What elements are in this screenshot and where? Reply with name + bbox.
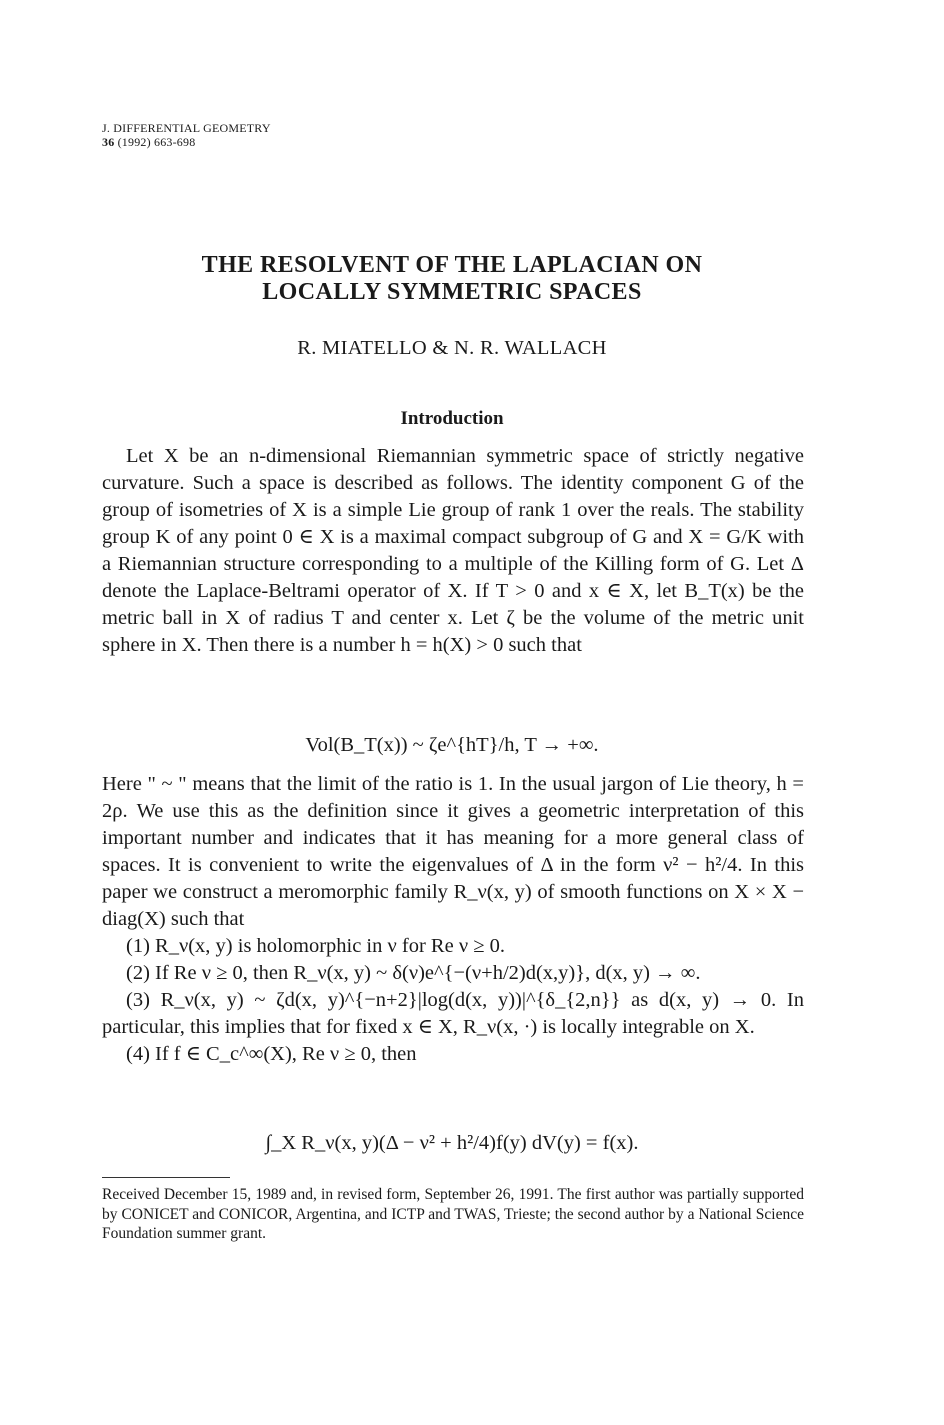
paragraph-1: [102, 443, 804, 659]
item-4: (4) If f ∈ C_c^∞(X), Re ν ≥ 0, then: [126, 1043, 417, 1065]
item-2: (2) If Re ν ≥ 0, then R_ν(x, y) ~ δ(ν)e^{−(ν+h/2)d(x,y)}, d(x, y) → ∞.: [126, 962, 701, 984]
paper-title: [0, 252, 904, 306]
paragraph-2: [102, 771, 804, 1068]
journal-issue: (1992) 663-698: [117, 135, 196, 149]
equation-1: Vol(B_T(x)) ~ ζe^{hT}/h, T → +∞.: [305, 734, 599, 756]
journal-volume-line: [102, 135, 271, 149]
footnote: Received December 15, 1989 and, in revised form, September 26, 1991. The first author was partially supported by CONICET and CONICOR, Argentina, and ICTP and TWAS, Trieste; the second author by a National Science Foundation summer grant.: [102, 1186, 804, 1242]
title-line-2: LOCALLY SYMMETRIC SPACES: [262, 279, 642, 305]
equation-2: ∫_X R_ν(x, y)(Δ − ν² + h²/4)f(y) dV(y) = f(x).: [265, 1132, 639, 1154]
item-3: (3) R_ν(x, y) ~ ζd(x, y)^{−n+2}|log(d(x, y))|^{δ_{2,n}} as d(x, y) → 0. In particular, this implies that for fixed x ∈ X, R_ν(x, ·) is locally integrable on X.: [102, 989, 804, 1038]
paragraph-2-text: Here " ~ " means that the limit of the ratio is 1. In the usual jargon of Lie theory, h = 2ρ. We use this as the definition since it gives a geometric interpretation of this important number and indicates that it has meaning for a more general class of spaces. It is convenient to write the eigenvalues of Δ in the form ν² − h²/4. In this paper we construct a meromorphic family R_ν(x, y) of smooth functions on X × X − diag(X) such that: [102, 773, 804, 930]
title-line-1: THE RESOLVENT OF THE LAPLACIAN ON: [201, 252, 703, 278]
journal-name: J. DIFFERENTIAL GEOMETRY: [102, 121, 271, 135]
authors: R. MIATELLO & N. R. WALLACH: [297, 337, 607, 359]
journal-header: [102, 121, 271, 149]
journal-volume: 36: [102, 135, 115, 149]
item-1: (1) R_ν(x, y) is holomorphic in ν for Re ν ≥ 0.: [126, 935, 505, 957]
footnote-rule: [102, 1177, 230, 1178]
section-heading: Introduction: [400, 408, 504, 429]
paragraph-1-text: Let X be an n-dimensional Riemannian symmetric space of strictly negative curvature. Such a space is described as follows. The identity component G of the group of isometries of X is a simple Lie group of rank 1 over the reals. The stability group K of any point 0 ∈ X is a maximal compact subgroup of G and X = G/K with a Riemannian structure corresponding to a multiple of the Killing form of G. Let Δ denote the Laplace-Beltrami operator of X. If T > 0 and x ∈ X, let B_T(x) be the metric ball in X of radius T and center x. Let ζ be the volume of the metric unit sphere in X. Then there is a number h = h(X) > 0 such that: [102, 445, 804, 656]
